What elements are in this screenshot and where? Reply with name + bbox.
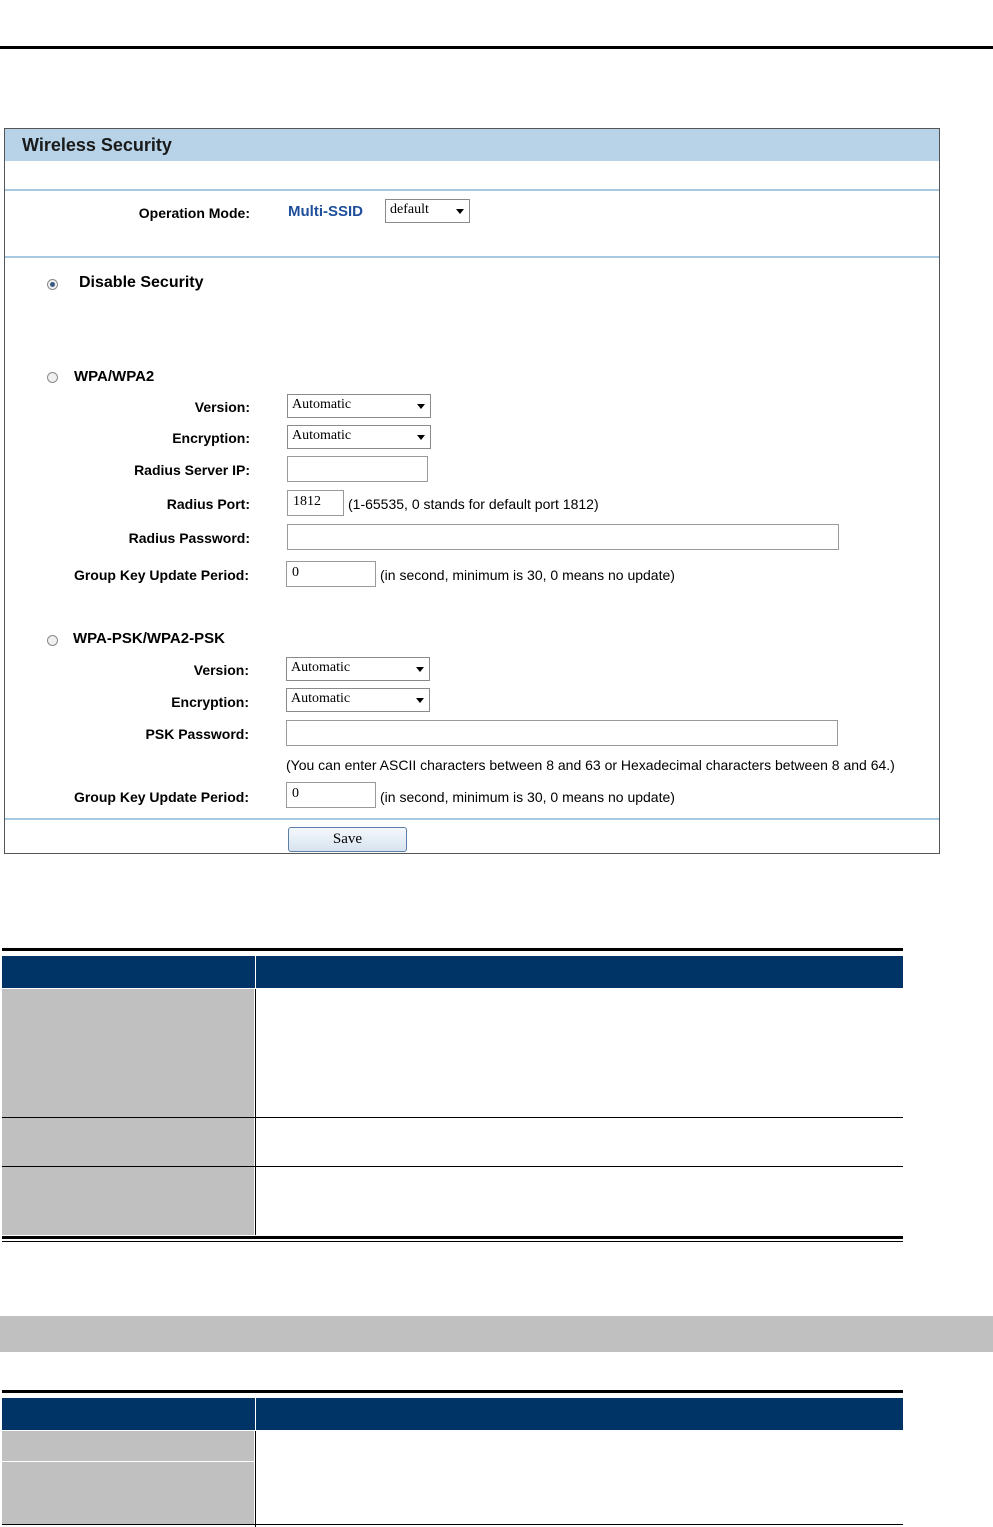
table-rule <box>2 1236 903 1239</box>
divider <box>5 189 939 191</box>
psk-password-label: PSK Password: <box>145 726 249 742</box>
column-divider <box>255 989 256 1235</box>
radius-port-hint: (1-65535, 0 stands for default port 1812) <box>348 496 599 512</box>
psk-group-key-label: Group Key Update Period: <box>73 789 249 805</box>
wpa-version-select[interactable] <box>287 394 431 418</box>
divider <box>5 256 939 258</box>
psk-encryption-label: Encryption: <box>171 694 249 710</box>
chevron-down-icon <box>456 209 464 214</box>
wpa-group-key-hint: (in second, minimum is 30, 0 means no update) <box>380 567 675 583</box>
header-separator <box>255 1398 256 1430</box>
psk-group-key-input[interactable]: 0 <box>286 782 376 808</box>
psk-group-key-hint: (in second, minimum is 30, 0 means no update) <box>380 789 675 805</box>
table-cell-label <box>2 1462 254 1524</box>
psk-version-select[interactable] <box>286 657 430 681</box>
radius-port-label: Radius Port: <box>166 496 250 512</box>
psk-password-hint: (You can enter ASCII characters between 8 and 63 or Hexadecimal characters between 8 and 64.) <box>286 757 895 773</box>
wpa-version-label: Version: <box>194 399 250 415</box>
chevron-down-icon <box>416 698 424 703</box>
table-header <box>2 956 903 988</box>
section-bar <box>0 1316 993 1352</box>
description-table-1 <box>2 948 903 1243</box>
wpa-encryption-select[interactable] <box>287 425 431 449</box>
table-rule <box>2 1241 903 1242</box>
save-button[interactable]: Save <box>288 827 407 852</box>
psk-version-label: Version: <box>193 662 249 678</box>
top-rule <box>0 46 993 49</box>
operation-mode-value: Multi-SSID <box>288 203 363 220</box>
table-cell-label <box>2 1167 254 1235</box>
psk-encryption-select[interactable] <box>286 688 430 712</box>
panel-title: Wireless Security <box>5 129 939 161</box>
radius-port-input[interactable]: 1812 <box>287 490 344 516</box>
psk-version-value: Automatic <box>291 660 351 675</box>
column-divider <box>255 1431 256 1527</box>
psk-password-input[interactable] <box>286 720 838 746</box>
table-cell-label <box>2 1431 254 1461</box>
table-cell-label <box>2 989 254 1117</box>
description-table-2 <box>2 1390 903 1527</box>
radius-password-input[interactable] <box>287 524 839 550</box>
wpa-label: WPA/WPA2 <box>74 368 155 385</box>
wpa-encryption-value: Automatic <box>292 428 352 443</box>
operation-mode-label: Operation Mode: <box>138 205 250 221</box>
radius-ip-input[interactable] <box>287 456 428 482</box>
wireless-security-panel <box>4 128 940 854</box>
chevron-down-icon <box>417 404 425 409</box>
table-header <box>2 1398 903 1430</box>
wpa-radio[interactable] <box>47 372 58 383</box>
wpa-encryption-label: Encryption: <box>172 430 250 446</box>
wpa-group-key-label: Group Key Update Period: <box>73 567 249 583</box>
header-separator <box>255 956 256 988</box>
divider <box>5 818 939 820</box>
disable-security-label: Disable Security <box>79 274 204 291</box>
ssid-select[interactable] <box>385 199 470 223</box>
ssid-select-value: default <box>390 202 429 217</box>
disable-security-radio[interactable] <box>47 279 58 290</box>
table-rule <box>2 1390 903 1393</box>
radius-ip-label: Radius Server IP: <box>134 462 250 478</box>
psk-radio[interactable] <box>47 635 58 646</box>
chevron-down-icon <box>417 435 425 440</box>
row-divider <box>2 1524 903 1525</box>
wpa-version-value: Automatic <box>292 397 352 412</box>
psk-encryption-value: Automatic <box>291 691 351 706</box>
table-cell-label <box>2 1118 254 1166</box>
wpa-group-key-input[interactable]: 0 <box>286 561 376 587</box>
radius-password-label: Radius Password: <box>128 530 250 546</box>
table-rule <box>2 948 903 951</box>
chevron-down-icon <box>416 667 424 672</box>
psk-label: WPA-PSK/WPA2-PSK <box>73 630 225 647</box>
